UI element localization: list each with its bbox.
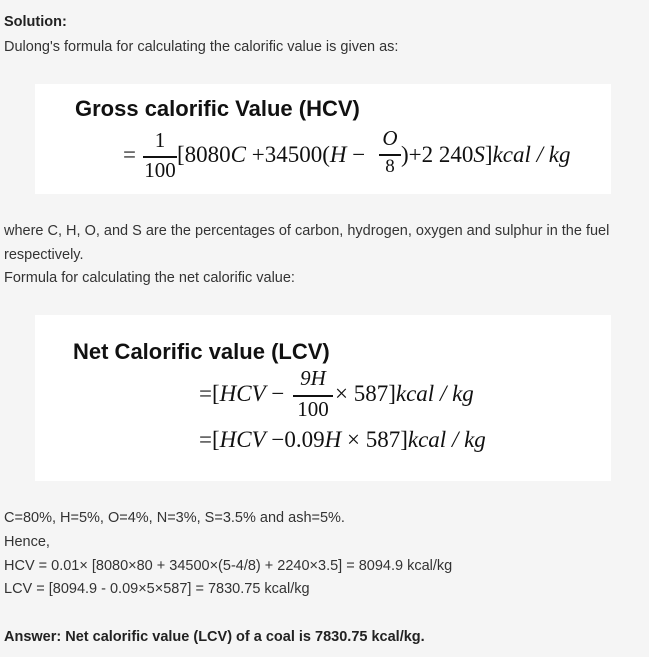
hcv-o-num: O	[382, 126, 398, 150]
hence-text: Hence,	[4, 534, 50, 550]
hcv-formula-title: Gross calorific Value (HCV)	[75, 96, 360, 121]
lcv-frac-den: 100	[297, 397, 329, 421]
hcv-formula-image	[35, 84, 611, 194]
lcv-line-2: =[HCV −0.09H × 587]kcal / kg	[199, 427, 486, 452]
where-text-line-2: respectively.	[4, 247, 84, 263]
intro-text: Dulong's formula for calculating the calorific value is given as:	[4, 39, 399, 55]
lcv-frac-num: 9H	[300, 366, 326, 390]
net-formula-intro: Formula for calculating the net calorific value:	[4, 270, 295, 286]
hcv-o-den: 8	[385, 156, 395, 177]
where-text-line-1: where C, H, O, and S are the percentages of carbon, hydrogen, oxygen and sulphur in the fuel	[4, 223, 610, 239]
lcv-line-1-tail: × 587]kcal / kg	[335, 381, 474, 406]
lcv-calculation: LCV = [8094.9 - 0.09×5×587] = 7830.75 kcal/kg	[4, 581, 310, 597]
composition-text: C=80%, H=5%, O=4%, N=3%, S=3.5% and ash=5%.	[4, 510, 345, 526]
answer-text: Answer: Net calorific value (LCV) of a coal is 7830.75 kcal/kg.	[4, 629, 425, 645]
lcv-line-1: =[HCV −	[199, 381, 285, 406]
hcv-eq-sign: =	[123, 142, 136, 167]
solution-label: Solution:	[4, 14, 67, 30]
lcv-formula-image	[35, 315, 611, 481]
lcv-formula-title: Net Calorific value (LCV)	[73, 339, 330, 364]
hcv-body-tail: )+2 240S]kcal / kg	[401, 142, 571, 167]
hcv-frac-num: 1	[154, 128, 166, 152]
hcv-calculation: HCV = 0.01× [8080×80 + 34500×(5-4/8) + 2240×3.5] = 8094.9 kcal/kg	[4, 558, 453, 574]
hcv-frac-den: 100	[144, 158, 176, 182]
hcv-body: [8080C +34500(H −	[177, 142, 366, 167]
